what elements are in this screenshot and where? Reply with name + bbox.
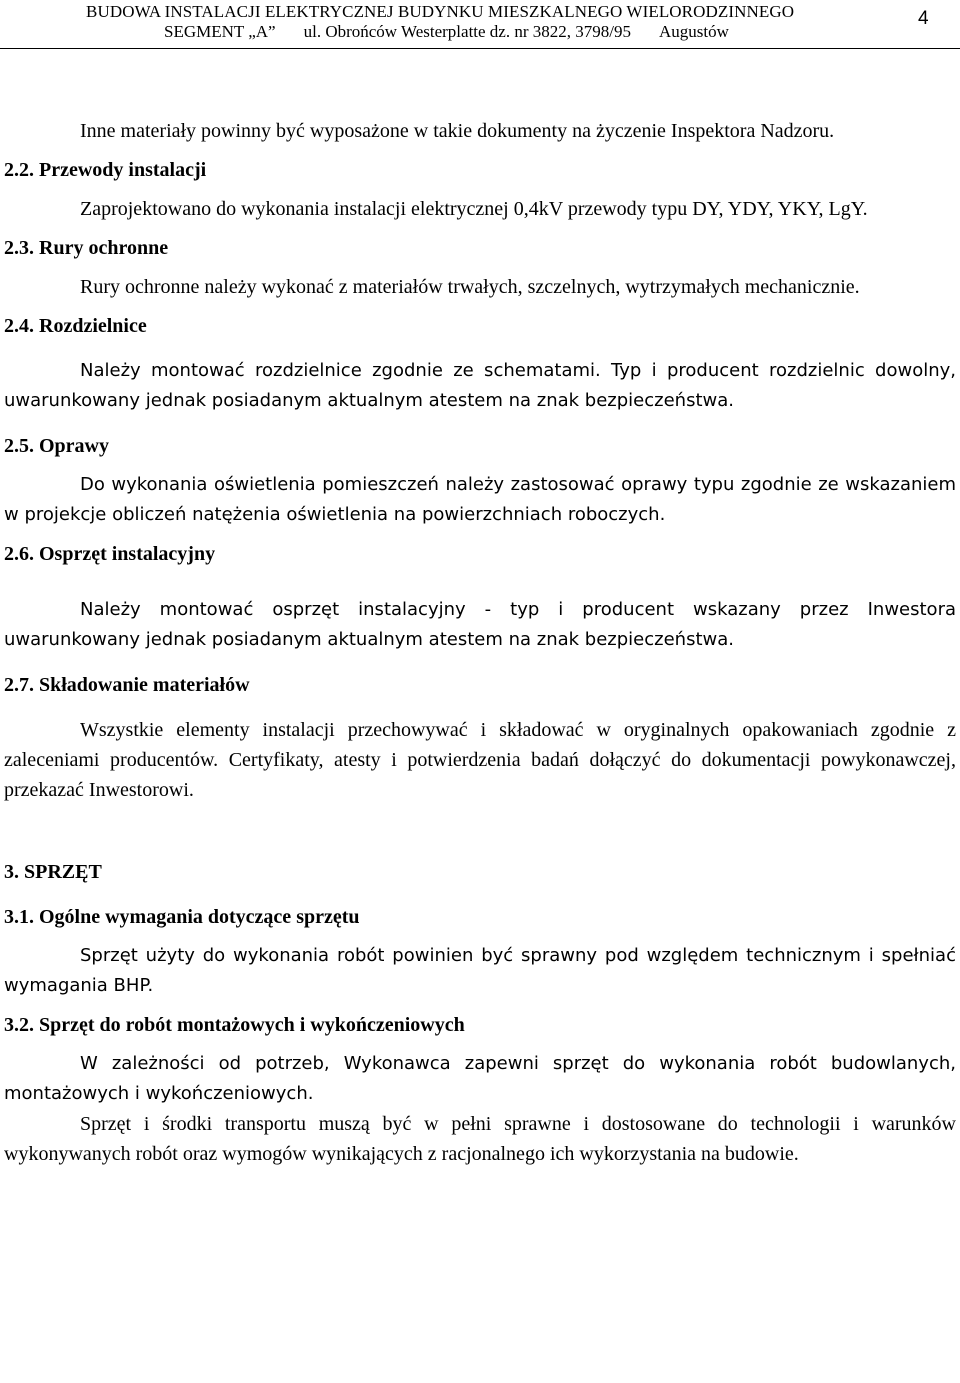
header-project-title: BUDOWA INSTALACJI ELEKTRYCZNEJ BUDYNKU MIESZKALNEGO WIELORODZINNEGO [86,2,795,21]
page-number: 4 [918,8,929,29]
section-2-6-text: Należy montować osprzęt instalacyjny - typ i producent wskazany przez Inwestora uwarunkowany jednak posiadanym aktualnym atestem na znak bezpieczeństwa. [4,599,956,650]
page-header [0,0,960,50]
header-city: Augustów [659,22,729,41]
section-3-1-text: Sprzęt użyty do wykonania robót powinien być sprawny pod względem technicznym i spełniać wymagania BHP. [4,945,956,996]
header-address: ul. Obrońców Westerplatte dz. nr 3822, 3798/95 [303,22,631,41]
section-2-7-text: Wszystkie elementy instalacji przechowywać i składować w oryginalnych opakowaniach zgodnie z zaleceniami producentów. Certyfikaty, atesty i potwierdzenia badań dołączyć do dokumentacji powykonawczej, przekazać Inwestorowi. [4,719,956,801]
section-2-2-heading: 2.2. Przewody instalacji [4,159,207,181]
section-2-2-text: Zaprojektowano do wykonania instalacji elektrycznej 0,4kV przewody typu DY, YDY, YKY, LgY. [80,198,868,220]
intro-paragraph: Inne materiały powinny być wyposażone w takie dokumenty na życzenie Inspektora Nadzoru. [80,120,835,142]
section-3-2-text-1: W zależności od potrzeb, Wykonawca zapewni sprzęt do wykonania robót budowlanych, montażowych i wykończeniowych. [4,1053,956,1104]
section-2-4-heading: 2.4. Rozdzielnice [4,315,147,337]
section-2-7-heading: 2.7. Składowanie materiałów [4,674,250,696]
section-2-3-heading: 2.3. Rury ochronne [4,237,169,259]
section-2-5-text: Do wykonania oświetlenia pomieszczeń należy zastosować oprawy typu zgodnie ze wskazaniem w projekcje obliczeń natężenia oświetlenia na powierzchniach roboczych. [4,474,956,525]
header-divider [0,48,960,49]
section-3-heading: 3. SPRZĘT [4,861,102,883]
section-2-6-heading: 2.6. Osprzęt instalacyjny [4,543,216,565]
section-3-2-text-2: Sprzęt i środki transportu muszą być w pełni sprawne i dostosowane do technologii i warunków wykonywanych robót oraz wymogów wynikających z racjonalnego ich wykorzystania na budowie. [4,1113,956,1165]
section-2-4-text: Należy montować rozdzielnice zgodnie ze schematami. Typ i producent rozdzielnic dowolny, uwarunkowany jednak posiadanym aktualnym atestem na znak bezpieczeństwa. [4,360,956,411]
document-body [4,116,956,1169]
section-3-2-heading: 3.2. Sprzęt do robót montażowych i wykończeniowych [4,1014,465,1036]
header-segment: SEGMENT „A” [164,22,276,41]
header-location [164,22,757,42]
section-3-1-heading: 3.1. Ogólne wymagania dotyczące sprzętu [4,906,360,928]
section-2-5-heading: 2.5. Oprawy [4,435,109,457]
section-2-3-text: Rury ochronne należy wykonać z materiałów trwałych, szczelnych, wytrzymałych mechanicznie. [80,276,860,298]
